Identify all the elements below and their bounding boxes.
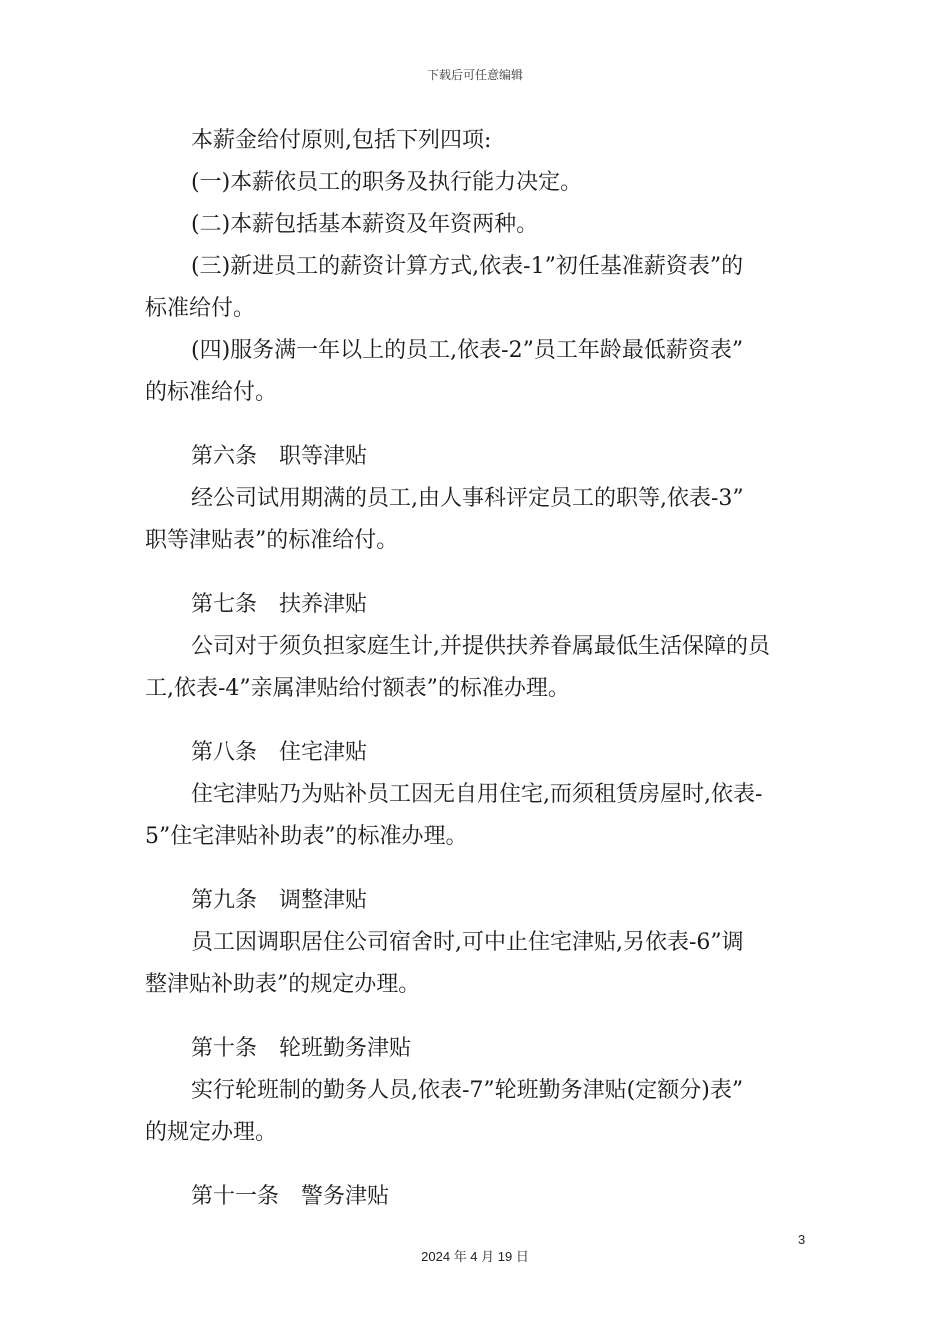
- list-item: (四)服务满一年以上的员工,依表-2”员工年龄最低薪资表”: [191, 338, 744, 363]
- list-item-continuation: 标准给付。: [145, 296, 256, 321]
- article-heading: 第六条 职等津贴: [191, 444, 368, 469]
- article-text: 住宅津贴乃为贴补员工因无自用住宅,而须租赁房屋时,依表-: [191, 782, 763, 807]
- article-heading: 第十一条 警务津贴: [191, 1184, 390, 1209]
- article-heading: 第十条 轮班勤务津贴: [191, 1036, 412, 1061]
- article-heading: 第八条 住宅津贴: [191, 740, 368, 765]
- article-text: 员工因调职居住公司宿舍时,可中止住宅津贴,另依表-6”调: [191, 930, 744, 955]
- intro-paragraph: 本薪金给付原则,包括下列四项:: [191, 128, 492, 153]
- page-number: 3: [798, 1232, 806, 1247]
- article-text: 实行轮班制的勤务人员,依表-7”轮班勤务津贴(定额分)表”: [191, 1078, 744, 1103]
- article-heading: 第七条 扶养津贴: [191, 592, 368, 617]
- list-item: (二)本薪包括基本薪资及年资两种。: [191, 212, 539, 237]
- page-header: 下载后可任意编辑: [426, 68, 523, 82]
- article-text-continuation: 工,依表-4”亲属津贴给付额表”的标准办理。: [145, 676, 570, 701]
- document-body: [145, 120, 810, 1218]
- article-text: 公司对于须负担家庭生计,并提供扶养眷属最低生活保障的员: [191, 634, 770, 659]
- article-heading: 第九条 调整津贴: [191, 888, 368, 913]
- list-item-continuation: 的标准给付。: [145, 380, 278, 405]
- list-item: (三)新进员工的薪资计算方式,依表-1”初任基准薪资表”的: [191, 254, 744, 279]
- page-footer-date: 2024 年 4 月 19 日: [421, 1249, 529, 1264]
- article-text-continuation: 的规定办理。: [145, 1120, 278, 1145]
- article-text-continuation: 职等津贴表”的标准给付。: [145, 528, 399, 553]
- list-item: (一)本薪依员工的职务及执行能力决定。: [191, 170, 583, 195]
- article-text-continuation: 5”住宅津贴补助表”的标准办理。: [145, 824, 468, 849]
- article-text-continuation: 整津贴补助表”的规定办理。: [145, 972, 421, 997]
- article-text: 经公司试用期满的员工,由人事科评定员工的职等,依表-3”: [191, 486, 744, 511]
